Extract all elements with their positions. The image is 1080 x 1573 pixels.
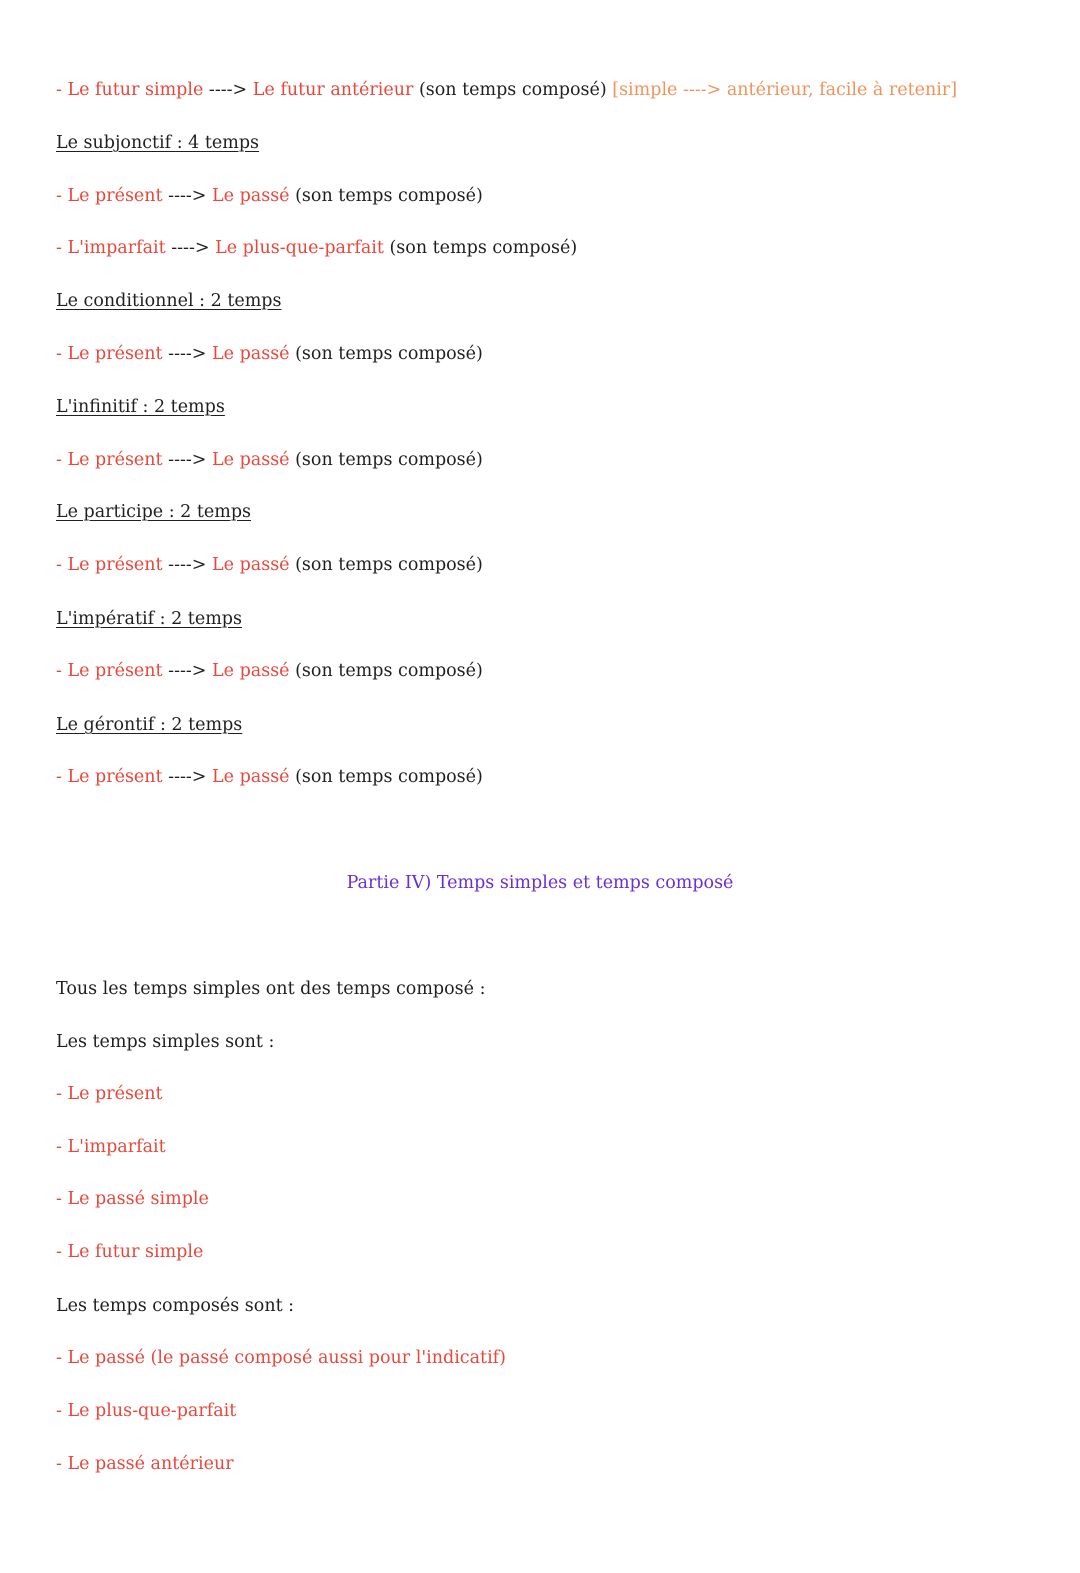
dash: - [56, 661, 68, 681]
futur-arrow: ----> [203, 80, 253, 100]
simple-tense: L'imparfait [67, 238, 166, 258]
heading-imperatif: L'impératif : 2 temps [56, 609, 242, 629]
dash: - [56, 186, 68, 206]
compound-tense: Le passé [212, 344, 290, 364]
subj-present-line [56, 184, 483, 208]
dash: - [56, 344, 68, 364]
cond-present-line [56, 342, 483, 366]
note: (son temps composé) [289, 186, 483, 206]
dash: - [56, 450, 68, 470]
note: (son temps composé) [289, 767, 483, 787]
heading-conditionnel: Le conditionnel : 2 temps [56, 291, 282, 311]
futur-dash: - [56, 80, 68, 100]
simple-tense: Le présent [67, 661, 163, 681]
dash: - [56, 555, 68, 575]
simple-list-item: - Le futur simple [56, 1242, 204, 1262]
futur-tip: [simple ----> antérieur, facile à retenir] [612, 80, 958, 100]
arrow: ----> [162, 661, 213, 681]
section-title: Partie IV) Temps simples et temps composé [346, 873, 734, 893]
note: (son temps composé) [289, 344, 483, 364]
note: (son temps composé) [289, 555, 483, 575]
compound-tense: Le passé [212, 661, 290, 681]
note: (son temps composé) [289, 661, 483, 681]
simple-tense: Le présent [67, 450, 163, 470]
arrow: ----> [162, 450, 213, 470]
compound-list-item: - Le plus-que-parfait [56, 1401, 237, 1421]
compound-tense: Le passé [212, 186, 290, 206]
simple-tense: Le présent [67, 767, 163, 787]
ger-present-line [56, 765, 483, 789]
simple-tense: Le présent [67, 186, 163, 206]
arrow: ----> [162, 344, 213, 364]
futur-note: (son temps composé) [413, 80, 613, 100]
note: (son temps composé) [289, 450, 483, 470]
heading-infinitif: L'infinitif : 2 temps [56, 397, 225, 417]
intro-text: Tous les temps simples ont des temps composé : [56, 979, 486, 999]
subj-imparfait-line [56, 236, 577, 260]
arrow: ----> [162, 555, 213, 575]
simple-tense: Le présent [67, 344, 163, 364]
simple-tense: Le présent [67, 555, 163, 575]
compound-list-item: - Le passé (le passé composé aussi pour l'indicatif) [56, 1348, 506, 1368]
compound-list-item: - Le passé antérieur [56, 1454, 234, 1474]
arrow: ----> [162, 767, 213, 787]
arrow: ----> [165, 238, 216, 258]
futur-simple: Le futur simple [67, 80, 204, 100]
simple-list-item: - Le présent [56, 1084, 163, 1104]
futur-line [56, 78, 957, 102]
simple-list-item: - L'imparfait [56, 1137, 166, 1157]
heading-participe: Le participe : 2 temps [56, 502, 252, 522]
heading-gerontif: Le gérontif : 2 temps [56, 715, 243, 735]
compound-tense: Le passé [212, 555, 290, 575]
compound-tense: Le passé [212, 450, 290, 470]
compound-tense: Le plus-que-parfait [215, 238, 384, 258]
part-present-line [56, 553, 483, 577]
imp-present-line [56, 659, 483, 683]
dash: - [56, 238, 68, 258]
futur-compound: Le futur antérieur [252, 80, 414, 100]
dash: - [56, 767, 68, 787]
arrow: ----> [162, 186, 213, 206]
inf-present-line [56, 448, 483, 472]
heading-subjonctif: Le subjonctif : 4 temps [56, 133, 260, 153]
compound-label: Les temps composés sont : [56, 1296, 295, 1316]
compound-tense: Le passé [212, 767, 290, 787]
simple-list-item: - Le passé simple [56, 1189, 209, 1209]
simple-label: Les temps simples sont : [56, 1032, 275, 1052]
note: (son temps composé) [383, 238, 578, 258]
